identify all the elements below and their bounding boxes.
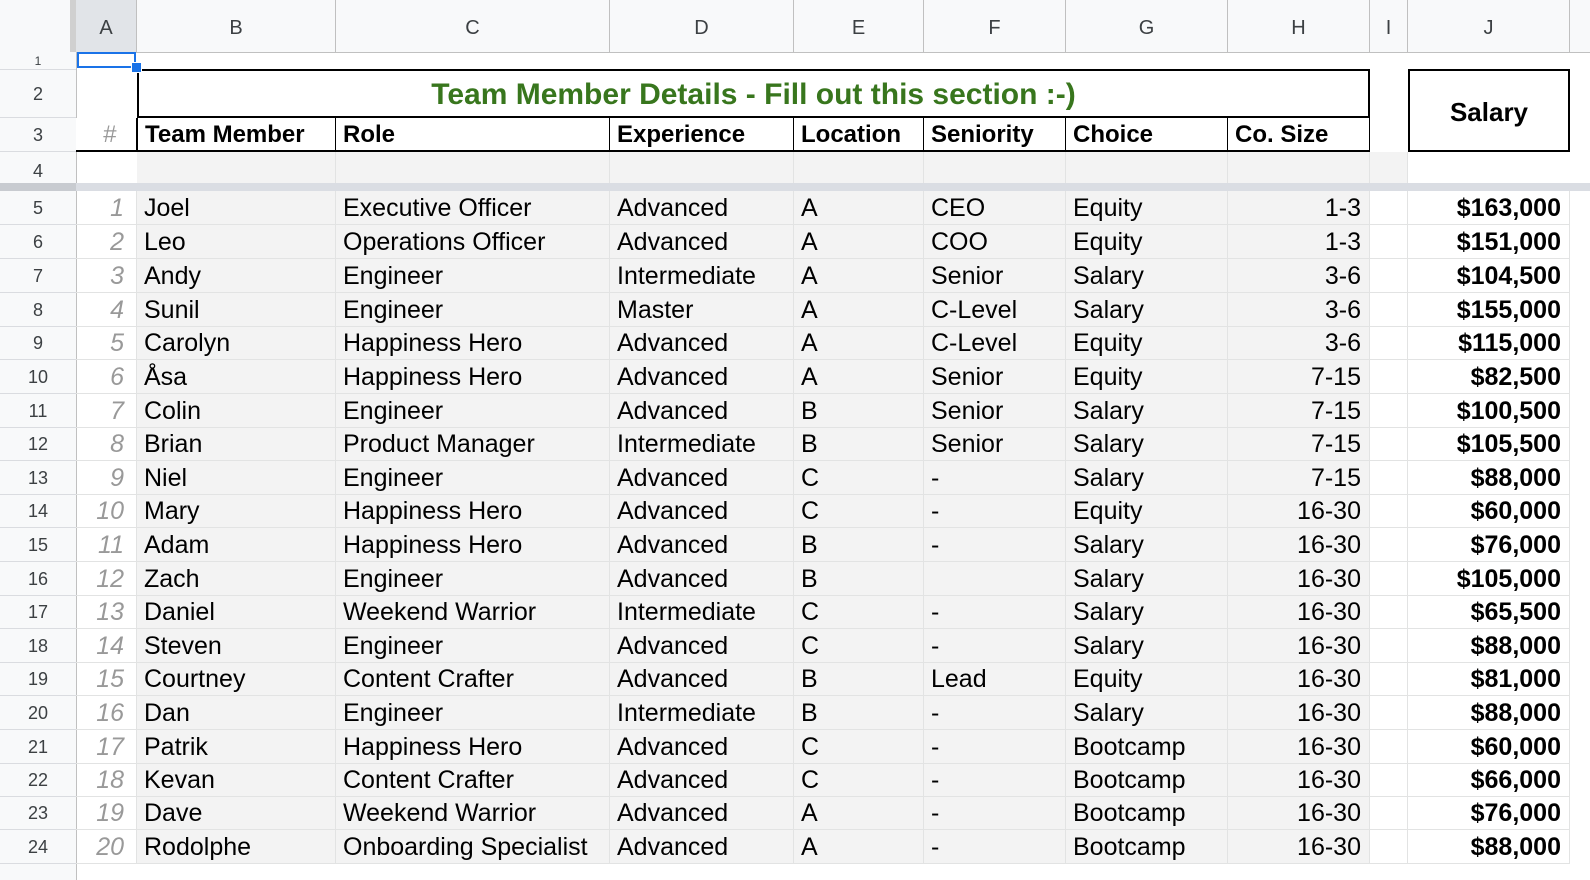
row-index[interactable]: 19 [76, 797, 137, 830]
column-header-h[interactable]: H [1228, 0, 1370, 52]
row-header-23[interactable]: 23 [0, 797, 76, 830]
role-cell[interactable]: Engineer [336, 259, 610, 293]
team-member-cell[interactable]: Adam [137, 528, 336, 562]
experience-cell[interactable]: Advanced [610, 327, 794, 360]
experience-cell[interactable]: Intermediate [610, 596, 794, 629]
team-member-cell[interactable]: Carolyn [137, 327, 336, 360]
role-cell[interactable]: Engineer [336, 461, 610, 495]
choice-cell[interactable]: Salary [1066, 428, 1228, 461]
column-header-i[interactable]: I [1370, 0, 1408, 52]
team-member-cell[interactable]: Daniel [137, 596, 336, 629]
header-co-size[interactable]: Co. Size [1228, 118, 1370, 152]
choice-cell[interactable]: Equity [1066, 225, 1228, 259]
empty-cell[interactable] [1370, 428, 1408, 461]
team-member-cell[interactable]: Mary [137, 495, 336, 528]
salary-cell[interactable]: $104,500 [1408, 259, 1570, 293]
row-header-3[interactable]: 3 [0, 118, 76, 152]
choice-cell[interactable]: Salary [1066, 394, 1228, 428]
salary-cell[interactable]: $100,500 [1408, 394, 1570, 428]
seniority-cell[interactable]: - [924, 797, 1066, 830]
row-header-12[interactable]: 12 [0, 428, 76, 461]
seniority-cell[interactable]: Senior [924, 360, 1066, 394]
salary-cell[interactable]: $60,000 [1408, 495, 1570, 528]
location-cell[interactable]: A [794, 830, 924, 864]
salary-cell[interactable]: $163,000 [1408, 191, 1570, 225]
team-member-cell[interactable]: Brian [137, 428, 336, 461]
team-member-cell[interactable]: Joel [137, 191, 336, 225]
seniority-cell[interactable] [924, 562, 1066, 596]
seniority-cell[interactable]: - [924, 495, 1066, 528]
team-member-cell[interactable]: Rodolphe [137, 830, 336, 864]
team-member-cell[interactable]: Dave [137, 797, 336, 830]
choice-cell[interactable]: Equity [1066, 360, 1228, 394]
seniority-cell[interactable]: Lead [924, 663, 1066, 696]
co-size-cell[interactable]: 7-15 [1228, 461, 1370, 495]
team-member-cell[interactable]: Andy [137, 259, 336, 293]
role-cell[interactable]: Content Crafter [336, 663, 610, 696]
seniority-cell[interactable]: COO [924, 225, 1066, 259]
location-cell[interactable]: C [794, 461, 924, 495]
header-index[interactable]: # [76, 118, 137, 152]
experience-cell[interactable]: Advanced [610, 225, 794, 259]
co-size-cell[interactable]: 16-30 [1228, 730, 1370, 764]
role-cell[interactable]: Engineer [336, 394, 610, 428]
column-header-g[interactable]: G [1066, 0, 1228, 52]
row-index[interactable]: 11 [76, 528, 137, 562]
location-cell[interactable]: B [794, 394, 924, 428]
row-header-15[interactable]: 15 [0, 528, 76, 562]
co-size-cell[interactable]: 3-6 [1228, 327, 1370, 360]
experience-cell[interactable]: Intermediate [610, 696, 794, 730]
row-index[interactable]: 16 [76, 696, 137, 730]
team-member-cell[interactable]: Niel [137, 461, 336, 495]
choice-cell[interactable]: Bootcamp [1066, 830, 1228, 864]
co-size-cell[interactable]: 7-15 [1228, 360, 1370, 394]
co-size-cell[interactable]: 16-30 [1228, 495, 1370, 528]
row-index[interactable]: 17 [76, 730, 137, 764]
experience-cell[interactable]: Advanced [610, 495, 794, 528]
empty-cell[interactable] [1370, 293, 1408, 327]
salary-cell[interactable]: $155,000 [1408, 293, 1570, 327]
row-header-7[interactable]: 7 [0, 259, 76, 293]
header-location[interactable]: Location [794, 118, 924, 152]
team-member-cell[interactable]: Leo [137, 225, 336, 259]
role-cell[interactable]: Engineer [336, 562, 610, 596]
location-cell[interactable]: C [794, 596, 924, 629]
empty-cell[interactable] [1370, 191, 1408, 225]
experience-cell[interactable]: Advanced [610, 830, 794, 864]
row-header-column [0, 52, 77, 880]
empty-cell[interactable] [1370, 830, 1408, 864]
experience-cell[interactable]: Advanced [610, 528, 794, 562]
location-cell[interactable]: B [794, 528, 924, 562]
choice-cell[interactable]: Salary [1066, 461, 1228, 495]
empty-cell[interactable] [1370, 797, 1408, 830]
salary-cell[interactable]: $151,000 [1408, 225, 1570, 259]
row-index[interactable]: 18 [76, 764, 137, 797]
row-index[interactable]: 12 [76, 562, 137, 596]
role-cell[interactable]: Happiness Hero [336, 528, 610, 562]
column-header-row [0, 0, 1590, 53]
empty-cell[interactable] [1370, 562, 1408, 596]
row-header-9[interactable]: 9 [0, 327, 76, 360]
choice-cell[interactable]: Salary [1066, 293, 1228, 327]
row-index[interactable]: 20 [76, 830, 137, 864]
seniority-cell[interactable]: C-Level [924, 327, 1066, 360]
row-index[interactable]: 10 [76, 495, 137, 528]
co-size-cell[interactable]: 3-6 [1228, 293, 1370, 327]
location-cell[interactable]: A [794, 191, 924, 225]
co-size-cell[interactable]: 1-3 [1228, 191, 1370, 225]
location-cell[interactable]: A [794, 327, 924, 360]
fill-handle[interactable] [131, 62, 142, 73]
location-cell[interactable]: C [794, 495, 924, 528]
seniority-cell[interactable]: - [924, 596, 1066, 629]
experience-cell[interactable]: Advanced [610, 394, 794, 428]
location-cell[interactable]: B [794, 696, 924, 730]
empty-cell[interactable] [1370, 259, 1408, 293]
role-cell[interactable]: Engineer [336, 293, 610, 327]
location-cell[interactable]: C [794, 730, 924, 764]
salary-cell[interactable]: $88,000 [1408, 830, 1570, 864]
role-cell[interactable]: Content Crafter [336, 764, 610, 797]
location-cell[interactable]: C [794, 764, 924, 797]
experience-cell[interactable]: Master [610, 293, 794, 327]
choice-cell[interactable]: Salary [1066, 259, 1228, 293]
role-cell[interactable]: Onboarding Specialist [336, 830, 610, 864]
salary-header-cell[interactable]: Salary [1408, 69, 1570, 152]
empty-cell[interactable] [1370, 495, 1408, 528]
team-member-cell[interactable]: Zach [137, 562, 336, 596]
role-cell[interactable]: Happiness Hero [336, 327, 610, 360]
empty-cell[interactable] [1370, 360, 1408, 394]
co-size-cell[interactable]: 16-30 [1228, 830, 1370, 864]
empty-cell[interactable] [1370, 663, 1408, 696]
header-experience[interactable]: Experience [610, 118, 794, 152]
role-cell[interactable]: Weekend Warrior [336, 596, 610, 629]
team-member-cell[interactable]: Patrik [137, 730, 336, 764]
row-index[interactable]: 13 [76, 596, 137, 629]
row-index[interactable]: 8 [76, 428, 137, 461]
seniority-cell[interactable]: Senior [924, 259, 1066, 293]
row-index[interactable]: 9 [76, 461, 137, 495]
choice-cell[interactable]: Bootcamp [1066, 730, 1228, 764]
row-header-13[interactable]: 13 [0, 461, 76, 495]
empty-cell[interactable] [1370, 225, 1408, 259]
freeze-row-handle[interactable] [0, 183, 1590, 191]
select-all-corner[interactable] [0, 0, 73, 52]
co-size-cell[interactable]: 1-3 [1228, 225, 1370, 259]
salary-cell[interactable]: $76,000 [1408, 528, 1570, 562]
seniority-cell[interactable]: - [924, 629, 1066, 663]
seniority-cell[interactable]: - [924, 830, 1066, 864]
row-header-18[interactable]: 18 [0, 629, 76, 663]
co-size-cell[interactable]: 16-30 [1228, 696, 1370, 730]
experience-cell[interactable]: Advanced [610, 360, 794, 394]
column-header-j[interactable]: J [1408, 0, 1570, 52]
column-header-c[interactable]: C [336, 0, 610, 52]
experience-cell[interactable]: Advanced [610, 191, 794, 225]
co-size-cell[interactable]: 16-30 [1228, 596, 1370, 629]
salary-cell[interactable]: $81,000 [1408, 663, 1570, 696]
row-header-24[interactable]: 24 [0, 830, 76, 864]
co-size-cell[interactable]: 16-30 [1228, 629, 1370, 663]
team-member-cell[interactable]: Sunil [137, 293, 336, 327]
team-member-cell[interactable]: Åsa [137, 360, 336, 394]
column-header-f[interactable]: F [924, 0, 1066, 52]
column-header-b[interactable]: B [137, 0, 336, 52]
empty-cell[interactable] [1370, 696, 1408, 730]
row-header-1[interactable]: 1 [0, 52, 76, 70]
salary-cell[interactable]: $105,500 [1408, 428, 1570, 461]
location-cell[interactable]: A [794, 293, 924, 327]
row-index[interactable]: 5 [76, 327, 137, 360]
role-cell[interactable]: Happiness Hero [336, 360, 610, 394]
team-member-cell[interactable]: Colin [137, 394, 336, 428]
empty-cell[interactable] [1370, 730, 1408, 764]
choice-cell[interactable]: Salary [1066, 629, 1228, 663]
co-size-cell[interactable]: 16-30 [1228, 797, 1370, 830]
row-index[interactable]: 7 [76, 394, 137, 428]
choice-cell[interactable]: Salary [1066, 596, 1228, 629]
row-header-14[interactable]: 14 [0, 495, 76, 528]
role-cell[interactable]: Product Manager [336, 428, 610, 461]
co-size-cell[interactable]: 7-15 [1228, 428, 1370, 461]
seniority-cell[interactable]: CEO [924, 191, 1066, 225]
column-header-d[interactable]: D [610, 0, 794, 52]
salary-cell[interactable]: $88,000 [1408, 696, 1570, 730]
co-size-cell[interactable]: 16-30 [1228, 663, 1370, 696]
empty-cell[interactable] [1370, 629, 1408, 663]
location-cell[interactable]: A [794, 225, 924, 259]
row-header-5[interactable]: 5 [0, 191, 76, 225]
row-index[interactable]: 6 [76, 360, 137, 394]
seniority-cell[interactable]: - [924, 528, 1066, 562]
row-header-10[interactable]: 10 [0, 360, 76, 394]
experience-cell[interactable]: Advanced [610, 663, 794, 696]
experience-cell[interactable]: Advanced [610, 730, 794, 764]
row-index[interactable]: 2 [76, 225, 137, 259]
empty-cell[interactable] [1370, 394, 1408, 428]
seniority-cell[interactable]: Senior [924, 428, 1066, 461]
header-team-member[interactable]: Team Member [137, 118, 336, 152]
header-seniority[interactable]: Seniority [924, 118, 1066, 152]
selected-cell-a1[interactable] [77, 52, 136, 68]
salary-cell[interactable]: $76,000 [1408, 797, 1570, 830]
team-member-cell[interactable]: Courtney [137, 663, 336, 696]
empty-cell[interactable] [1370, 596, 1408, 629]
empty-cell[interactable] [1370, 327, 1408, 360]
column-header-e[interactable]: E [794, 0, 924, 52]
choice-cell[interactable]: Salary [1066, 562, 1228, 596]
choice-cell[interactable]: Salary [1066, 696, 1228, 730]
role-cell[interactable]: Happiness Hero [336, 495, 610, 528]
experience-cell[interactable]: Intermediate [610, 259, 794, 293]
location-cell[interactable]: A [794, 360, 924, 394]
row-header-4[interactable]: 4 [0, 152, 76, 191]
seniority-cell[interactable]: C-Level [924, 293, 1066, 327]
co-size-cell[interactable]: 16-30 [1228, 562, 1370, 596]
role-cell[interactable]: Operations Officer [336, 225, 610, 259]
team-member-cell[interactable]: Steven [137, 629, 336, 663]
role-cell[interactable]: Weekend Warrior [336, 797, 610, 830]
salary-cell[interactable]: $88,000 [1408, 629, 1570, 663]
experience-cell[interactable]: Advanced [610, 562, 794, 596]
salary-cell[interactable]: $105,000 [1408, 562, 1570, 596]
choice-cell[interactable]: Equity [1066, 495, 1228, 528]
co-size-cell[interactable]: 16-30 [1228, 528, 1370, 562]
seniority-cell[interactable]: - [924, 764, 1066, 797]
choice-cell[interactable]: Bootcamp [1066, 797, 1228, 830]
row-index[interactable]: 3 [76, 259, 137, 293]
location-cell[interactable]: A [794, 259, 924, 293]
choice-cell[interactable]: Salary [1066, 528, 1228, 562]
team-member-cell[interactable]: Dan [137, 696, 336, 730]
row-index[interactable]: 14 [76, 629, 137, 663]
location-cell[interactable]: B [794, 562, 924, 596]
row-header-6[interactable]: 6 [0, 225, 76, 259]
header-role[interactable]: Role [336, 118, 610, 152]
choice-cell[interactable]: Bootcamp [1066, 764, 1228, 797]
role-cell[interactable]: Happiness Hero [336, 730, 610, 764]
empty-cell[interactable] [1370, 528, 1408, 562]
row-index[interactable]: 15 [76, 663, 137, 696]
seniority-cell[interactable]: Senior [924, 394, 1066, 428]
role-cell[interactable]: Executive Officer [336, 191, 610, 225]
row-header-2[interactable]: 2 [0, 70, 76, 118]
role-cell[interactable]: Engineer [336, 696, 610, 730]
empty-cell[interactable] [1370, 764, 1408, 797]
location-cell[interactable]: A [794, 797, 924, 830]
experience-cell[interactable]: Advanced [610, 629, 794, 663]
location-cell[interactable]: C [794, 629, 924, 663]
row-header-22[interactable]: 22 [0, 764, 76, 797]
salary-cell[interactable]: $88,000 [1408, 461, 1570, 495]
choice-cell[interactable]: Equity [1066, 191, 1228, 225]
row-header-19[interactable]: 19 [0, 663, 76, 696]
experience-cell[interactable]: Intermediate [610, 428, 794, 461]
header-choice[interactable]: Choice [1066, 118, 1228, 152]
row-index[interactable]: 4 [76, 293, 137, 327]
seniority-cell[interactable]: - [924, 696, 1066, 730]
seniority-cell[interactable]: - [924, 730, 1066, 764]
choice-cell[interactable]: Equity [1066, 327, 1228, 360]
row-index[interactable]: 1 [76, 191, 137, 225]
choice-cell[interactable]: Equity [1066, 663, 1228, 696]
team-member-cell[interactable]: Kevan [137, 764, 336, 797]
experience-cell[interactable]: Advanced [610, 764, 794, 797]
experience-cell[interactable]: Advanced [610, 461, 794, 495]
salary-cell[interactable]: $82,500 [1408, 360, 1570, 394]
co-size-cell[interactable]: 7-15 [1228, 394, 1370, 428]
section-title[interactable]: Team Member Details - Fill out this section :-) [137, 69, 1370, 118]
column-header-a[interactable]: A [76, 0, 137, 52]
role-cell[interactable]: Engineer [336, 629, 610, 663]
row-header-16[interactable]: 16 [0, 562, 76, 596]
salary-cell[interactable]: $60,000 [1408, 730, 1570, 764]
salary-cell[interactable]: $115,000 [1408, 327, 1570, 360]
seniority-cell[interactable]: - [924, 461, 1066, 495]
row-header-21[interactable]: 21 [0, 730, 76, 764]
salary-cell[interactable]: $66,000 [1408, 764, 1570, 797]
location-cell[interactable]: B [794, 428, 924, 461]
row-header-8[interactable]: 8 [0, 293, 76, 327]
row-header-17[interactable]: 17 [0, 596, 76, 629]
experience-cell[interactable]: Advanced [610, 797, 794, 830]
row-header-11[interactable]: 11 [0, 394, 76, 428]
row-header-20[interactable]: 20 [0, 696, 76, 730]
co-size-cell[interactable]: 16-30 [1228, 764, 1370, 797]
salary-cell[interactable]: $65,500 [1408, 596, 1570, 629]
co-size-cell[interactable]: 3-6 [1228, 259, 1370, 293]
empty-cell[interactable] [1370, 461, 1408, 495]
location-cell[interactable]: B [794, 663, 924, 696]
